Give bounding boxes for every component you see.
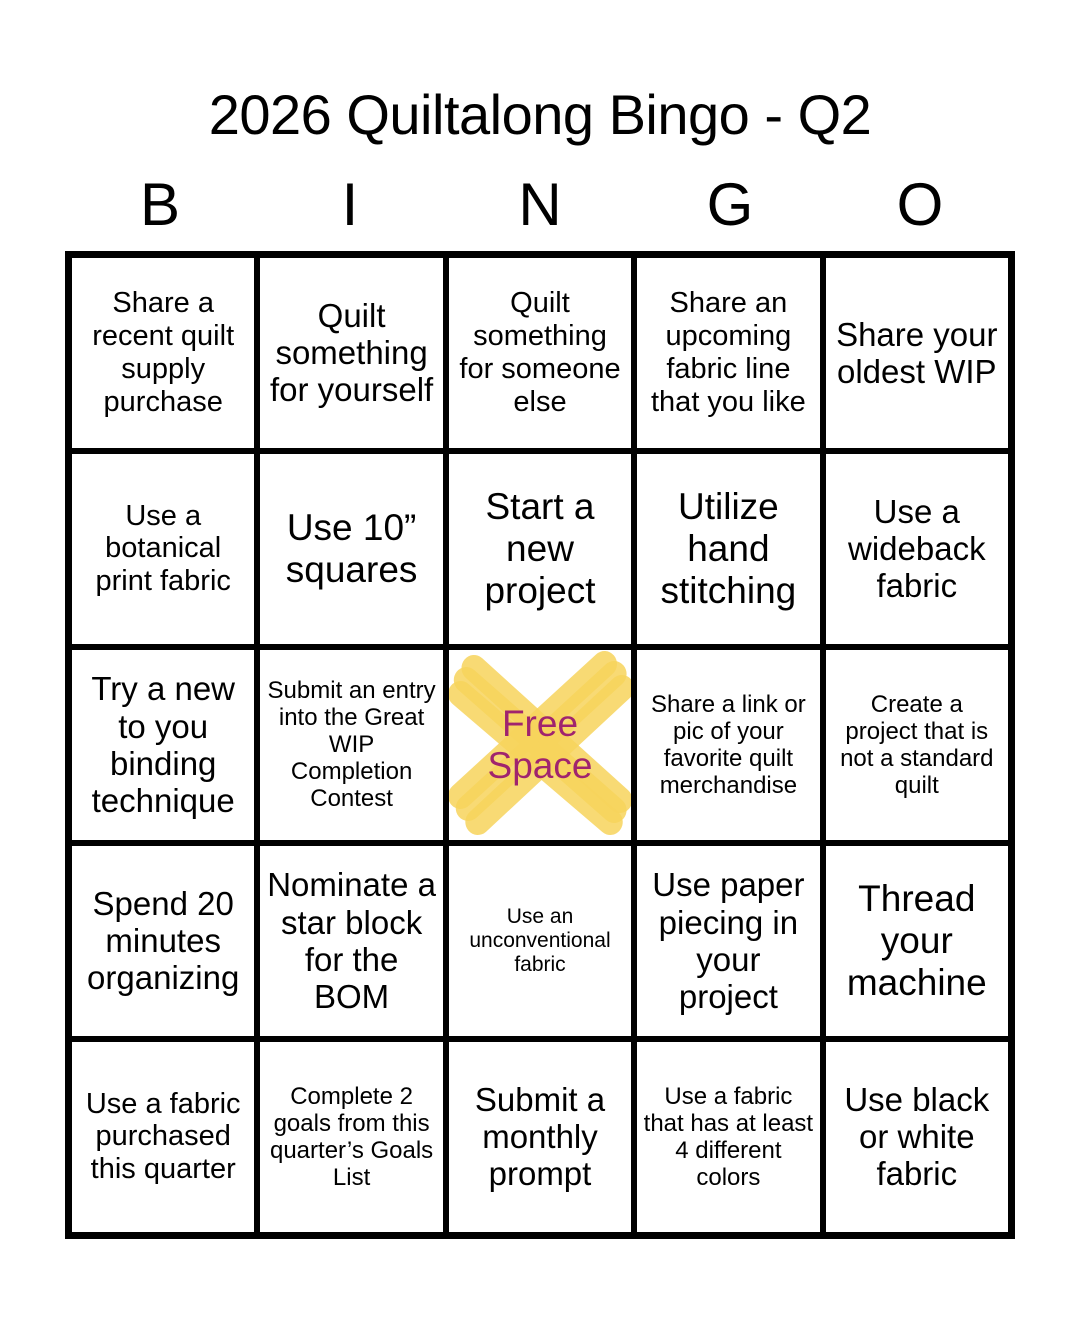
bingo-cell[interactable] [823,255,1011,451]
bingo-cell-label: Create a project that is not a standard quilt [840,690,994,799]
bingo-cell[interactable] [634,647,822,843]
bingo-cell-label: Spend 20 minutes organizing [87,884,240,997]
bingo-cell[interactable] [823,647,1011,843]
bingo-cell-label: Use 10” squares [285,507,418,590]
bingo-cell-label: Use a fabric that has at least 4 different colors [643,1082,814,1191]
column-header-i: I [341,170,359,238]
bingo-cell-label: Try a new to you binding technique [91,670,236,820]
bingo-cell[interactable] [446,843,634,1039]
bingo-cell[interactable] [634,255,822,451]
bingo-cell[interactable] [634,843,822,1039]
bingo-cell[interactable] [69,1039,257,1235]
bingo-cell[interactable] [257,1039,445,1235]
bingo-cell-label: Share a link or pic of your favorite quilt merchandise [651,690,806,799]
bingo-cell-label: Use a botanical print fabric [95,499,231,598]
bingo-cell-label: Nominate a star block for the BOM [267,866,436,1016]
bingo-cell-label: Share your oldest WIP [836,315,998,390]
bingo-cell[interactable] [69,843,257,1039]
bingo-cell[interactable] [69,255,257,451]
column-header-b: B [139,170,181,238]
bingo-cell[interactable] [69,647,257,843]
bingo-cell[interactable] [257,451,445,647]
bingo-cell-label: Quilt something for someone else [459,287,621,418]
bingo-cell-label: Use a fabric purchased this quarter [85,1087,241,1186]
bingo-cell[interactable] [257,647,445,843]
bingo-cell-label: Start a new project [484,486,596,611]
bingo-cell-label: Utilize hand stitching [660,486,797,611]
bingo-cell[interactable] [634,1039,822,1235]
bingo-cell-label: Complete 2 goals from this quarter’s Goals List [269,1082,434,1191]
bingo-cell-label: Use paper piecing in your project [652,866,805,1016]
bingo-cell[interactable] [823,451,1011,647]
page-title: 2026 Quiltalong Bingo - Q2 [208,83,872,146]
bingo-cell-label: Submit a monthly prompt [474,1080,606,1193]
bingo-cell[interactable] [446,1039,634,1235]
bingo-cell[interactable] [257,255,445,451]
bingo-cell-label: Share an upcoming fabric line that you like [651,287,806,418]
bingo-cell-free-space[interactable] [446,647,634,843]
bingo-cell-label: Thread your machine [846,878,987,1003]
bingo-cell[interactable] [446,451,634,647]
bingo-cell-label: Use an unconventional fabric [469,905,611,976]
column-header-o: O [896,170,944,238]
bingo-cell-label: Use a wideback fabric [848,492,986,605]
bingo-cell-label: Quilt something for yourself [269,296,434,409]
bingo-cell[interactable] [446,255,634,451]
bingo-cell[interactable] [634,451,822,647]
bingo-cell-label: Free Space [487,703,593,786]
column-header-n: N [518,170,562,238]
column-header-g: G [706,170,754,238]
bingo-column-headers [65,170,1015,238]
bingo-cell[interactable] [257,843,445,1039]
bingo-cell[interactable] [69,451,257,647]
bingo-cell-label: Share a recent quilt supply purchase [92,287,235,418]
bingo-cell[interactable] [823,1039,1011,1235]
bingo-cell-label: Submit an entry into the Great WIP Completion Contest [267,677,436,813]
bingo-cell-label: Use black or white fabric [844,1080,990,1193]
bingo-grid [65,251,1015,1239]
bingo-cell[interactable] [823,843,1011,1039]
